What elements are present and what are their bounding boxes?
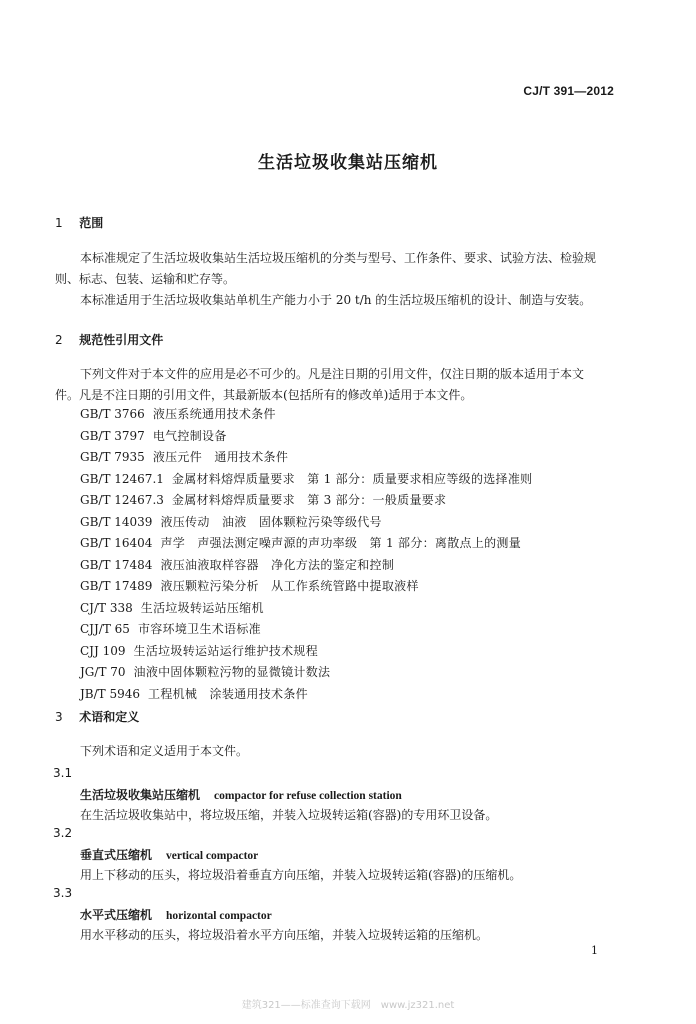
reference-title: 市容环境卫生术语标准 xyxy=(137,622,261,636)
reference-list xyxy=(80,404,532,705)
term-entry xyxy=(80,846,258,863)
reference-title: 液压系统通用技术条件 xyxy=(152,407,276,421)
reference-item xyxy=(80,619,532,641)
reference-title: 生活垃圾转运站运行维护技术规程 xyxy=(133,643,319,658)
reference-item xyxy=(80,598,532,620)
reference-title: 金属材料熔焊质量要求 第 1 部分：质量要求相应等级的选择准则 xyxy=(171,471,533,486)
reference-item xyxy=(80,662,532,684)
reference-code: GB/T 16404 xyxy=(80,536,153,550)
reference-item xyxy=(80,555,532,577)
section-number: 1 xyxy=(55,216,63,230)
term-number: 3.2 xyxy=(53,826,73,840)
term-english: vertical compactor xyxy=(166,850,259,862)
term-english: horizontal compactor xyxy=(166,910,272,922)
section-heading xyxy=(55,214,103,231)
section-title: 术语和定义 xyxy=(79,710,140,724)
term-definition: 用水平移动的压头，将垃圾沿着水平方向压缩，并装入垃圾转运箱的压缩机。 xyxy=(80,928,489,942)
section-title: 规范性引用文件 xyxy=(79,333,164,347)
term-entry xyxy=(80,906,272,923)
reference-item xyxy=(80,533,532,555)
reference-title: 液压元件 通用技术条件 xyxy=(152,450,289,464)
reference-item xyxy=(80,404,532,426)
section-title: 范围 xyxy=(79,216,104,230)
paragraph: 下列术语和定义适用于本文件。 xyxy=(80,744,249,758)
reference-title: 声学 声强法测定噪声源的声功率级 第 1 部分：离散点上的测量 xyxy=(160,536,522,550)
term-english: compactor for refuse collection station xyxy=(214,790,402,802)
reference-code: CJJ/T 65 xyxy=(80,622,130,636)
paragraph: 本标准规定了生活垃圾收集站生活垃圾压缩机的分类与型号、工作条件、要求、试验方法、检验规 xyxy=(80,251,597,265)
reference-item xyxy=(80,641,532,663)
reference-code: GB/T 17489 xyxy=(80,579,153,593)
reference-code: GB/T 17484 xyxy=(80,557,153,572)
reference-title: 生活垃圾转运站压缩机 xyxy=(140,600,264,615)
section-number: 3 xyxy=(55,710,63,724)
reference-item xyxy=(80,469,532,491)
standard-code: CJ/T 391—2012 xyxy=(523,84,614,98)
term-chinese: 水平式压缩机 xyxy=(80,908,153,922)
reference-code: CJ/T 338 xyxy=(80,600,133,615)
reference-title: 油液中固体颗粒污物的显微镜计数法 xyxy=(133,665,331,679)
reference-item xyxy=(80,447,532,469)
reference-title: 液压颗粒污染分析 从工作系统管路中提取液样 xyxy=(160,579,419,593)
section-heading xyxy=(55,331,163,348)
reference-item xyxy=(80,490,532,512)
document-title: 生活垃圾收集站压缩机 xyxy=(258,153,438,173)
reference-code: GB/T 7935 xyxy=(80,450,145,464)
watermark: 建筑321——标准查询下载网 www.jz321.net xyxy=(241,1000,455,1011)
reference-title: 金属材料熔焊质量要求 第 3 部分：一般质量要求 xyxy=(171,493,447,507)
term-entry xyxy=(80,786,402,803)
reference-item xyxy=(80,576,532,598)
reference-item xyxy=(80,512,532,534)
term-definition: 在生活垃圾收集站中，将垃圾压缩，并装入垃圾转运箱(容器)的专用环卫设备。 xyxy=(80,808,498,822)
reference-code: JB/T 5946 xyxy=(80,686,141,701)
reference-title: 电气控制设备 xyxy=(152,428,227,443)
reference-code: GB/T 3797 xyxy=(80,428,145,443)
reference-code: GB/T 12467.3 xyxy=(80,493,164,507)
section-number: 2 xyxy=(55,333,63,347)
term-chinese: 生活垃圾收集站压缩机 xyxy=(80,788,201,802)
reference-code: GB/T 12467.1 xyxy=(80,471,164,486)
reference-title: 液压传动 油液 固体颗粒污染等级代号 xyxy=(160,514,382,529)
paragraph: 下列文件对于本文件的应用是必不可少的。凡是注日期的引用文件，仅注日期的版本适用于本文 xyxy=(80,367,585,381)
reference-item xyxy=(80,426,532,448)
reference-code: GB/T 14039 xyxy=(80,514,153,529)
reference-code: JG/T 70 xyxy=(80,665,126,679)
reference-code: CJJ 109 xyxy=(80,643,126,658)
paragraph: 件。凡是不注日期的引用文件，其最新版本(包括所有的修改单)适用于本文件。 xyxy=(55,388,473,402)
paragraph: 本标准适用于生活垃圾收集站单机生产能力小于 20 t/h 的生活垃圾压缩机的设计、制造与安装。 xyxy=(80,293,592,307)
section-heading xyxy=(55,708,139,725)
term-chinese: 垂直式压缩机 xyxy=(80,848,153,862)
paragraph: 则、标志、包装、运输和贮存等。 xyxy=(55,272,236,286)
reference-item xyxy=(80,684,532,706)
reference-title: 工程机械 涂装通用技术条件 xyxy=(148,686,308,701)
term-number: 3.1 xyxy=(53,766,73,780)
reference-title: 液压油液取样容器 净化方法的鉴定和控制 xyxy=(160,557,395,572)
term-number: 3.3 xyxy=(53,886,73,900)
page-number: 1 xyxy=(591,944,598,957)
reference-code: GB/T 3766 xyxy=(80,407,145,421)
term-definition: 用上下移动的压头，将垃圾沿着垂直方向压缩，并装入垃圾转运箱(容器)的压缩机。 xyxy=(80,868,522,882)
